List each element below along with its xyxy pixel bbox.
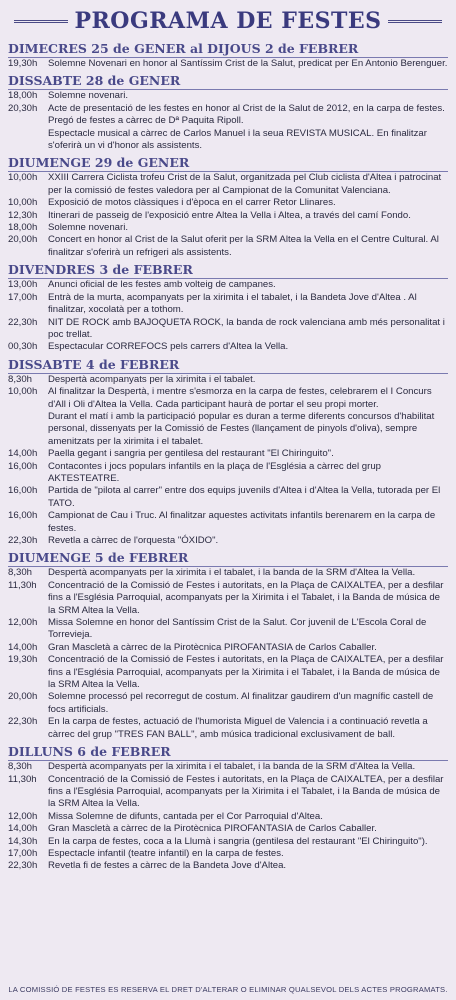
event-description: Partida de "pilota al carrer" entre dos equips juvenils d'Altea i d'Altea la Vella, tutorada per El TATO. bbox=[48, 485, 441, 509]
event-row bbox=[8, 535, 448, 547]
event-time: 11,30h bbox=[8, 773, 37, 785]
event-time: 10,00h bbox=[8, 197, 38, 209]
event-time: 8,30h bbox=[8, 567, 33, 579]
event-time: 13,00h bbox=[8, 279, 38, 291]
event-description: Concert en honor al Crist de la Salut oferit per la SRM Altea la Vella en el Centre Cultural. Al finalitzar s'oferirà un refrigeri als assistents. bbox=[48, 234, 439, 258]
event-description: Missa Solemne de difunts, cantada per el Cor Parroquial d'Altea. bbox=[48, 810, 323, 822]
event-description: Despertà acompanyats per la xirimita i el tabalet. bbox=[48, 373, 256, 385]
event-description: Concentració de la Comissió de Festes i autoritats, en la Plaça de CAIXALTEA, per a desfilar fins a l'Església Parroquial, acompanyats per la Xirimita i el Tabalet, i la Banda de música de la SRM Altea la Vella. bbox=[48, 773, 444, 810]
event-description: Concentració de la Comissió de Festes i autoritats, en la Plaça de CAIXALTEA, per a desfilar fins a l'Església Parroquial, acompanyats per la Xirimita i el Tabalet, i la Banda de música de la SRM Altea la Vella. bbox=[48, 579, 444, 616]
page-title: PROGRAMA DE FESTES bbox=[74, 8, 382, 34]
event-row bbox=[8, 642, 448, 654]
event-row bbox=[8, 222, 448, 234]
title-row bbox=[8, 4, 448, 38]
title-rule-left bbox=[14, 20, 68, 23]
event-time: 16,00h bbox=[8, 510, 38, 522]
title-rule-right bbox=[388, 20, 442, 23]
event-time: 12,30h bbox=[8, 209, 38, 221]
event-time: 22,30h bbox=[8, 716, 38, 728]
event-time: 10,00h bbox=[8, 386, 38, 398]
event-row bbox=[8, 654, 448, 691]
event-time: 20,00h bbox=[8, 691, 38, 703]
event-time: 18,00h bbox=[8, 90, 38, 102]
event-row bbox=[8, 448, 448, 460]
event-row bbox=[8, 317, 448, 342]
event-description: Solemne Novenari en honor al Santíssim Crist de la Salut, predicat per En Antonio Berenguer. bbox=[48, 58, 448, 69]
event-description: Solemne novenari. bbox=[48, 222, 128, 234]
event-row bbox=[8, 172, 448, 197]
event-description: En la carpa de festes, coca a la Llumà i sangria (gentilesa del restaurant "El Chiringuito"). bbox=[48, 835, 428, 847]
event-time: 14,00h bbox=[8, 641, 38, 653]
event-time: 19,30h bbox=[8, 58, 38, 69]
event-description: Revetla a càrrec de l'orquesta "ÓXIDO". bbox=[48, 535, 219, 546]
day-heading: DIVENDRES 3 de FEBRER bbox=[8, 262, 448, 279]
event-time: 20,00h bbox=[8, 234, 38, 246]
event-description: Gran Mascletà a càrrec de la Pirotècnica PIROFANTASIA de Carlos Caballer. bbox=[48, 823, 377, 835]
event-description: Espectacular CORREFOCS pels carrers d'Altea la Vella. bbox=[48, 341, 289, 353]
event-time: 8,30h bbox=[8, 761, 33, 773]
event-time: 12,00h bbox=[8, 617, 38, 629]
event-description: Entrà de la murta, acompanyats per la xirimita i el tabalet, i la Bandeta Jove d'Altea . Al finalitzar, xocolatà per a tothom. bbox=[48, 291, 417, 316]
event-row bbox=[8, 580, 448, 617]
event-row bbox=[8, 811, 448, 823]
event-row bbox=[8, 234, 448, 259]
event-time: 14,00h bbox=[8, 448, 38, 460]
day-heading: DILLUNS 6 de FEBRER bbox=[8, 744, 448, 761]
event-time: 00,30h bbox=[8, 341, 38, 353]
event-row bbox=[8, 128, 448, 153]
event-row bbox=[8, 58, 448, 70]
event-description: Espectacle infantil (teatre infantil) en la carpa de festes. bbox=[48, 847, 284, 859]
event-description: Missa Solemne en honor del Santíssim Crist de la Salut. Cor juvenil de L'Escola Coral de Torrevieja. bbox=[48, 617, 427, 641]
event-description: NIT DE ROCK amb BAJOQUETA ROCK, la banda de rock valenciana amb més personalitat i poc trellat. bbox=[48, 316, 445, 340]
event-row bbox=[8, 210, 448, 222]
disclaimer: LA COMISSIÓ DE FESTES ES RESERVA EL DRET D'ALTERAR O ELIMINAR QUALSEVOL DELS ACTES PROGRAMATS. bbox=[8, 985, 448, 994]
event-description: Acte de presentació de les festes en honor al Crist de la Salut de 2012, en la carpa de festes. bbox=[48, 102, 445, 114]
event-description: Revetla fi de festes a càrrec de la Bandeta Jove d'Altea. bbox=[48, 860, 287, 872]
event-row bbox=[8, 341, 448, 353]
event-description: En la carpa de festes, actuació de l'humorista Miguel de Valencia i a continuació revetla a càrrec del grup "TRES FAN BALL", amb música tradicional exclusivament de ball. bbox=[48, 716, 428, 740]
event-time bbox=[8, 115, 48, 127]
event-time bbox=[8, 128, 48, 153]
event-time: 11,30h bbox=[8, 579, 37, 591]
day-heading: DIUMENGE 29 de GENER bbox=[8, 155, 448, 172]
event-time: 19,30h bbox=[8, 654, 38, 666]
event-time: 22,30h bbox=[8, 316, 38, 328]
event-description: Espectacle musical a càrrec de Carlos Manuel i la seua REVISTA MUSICAL. En finalitzar s'oferirà un vi d'honor als assistents. bbox=[48, 127, 427, 152]
program-body bbox=[8, 41, 448, 873]
event-description: Anunci oficial de les festes amb volteig de campanes. bbox=[48, 279, 276, 291]
event-time: 22,30h bbox=[8, 860, 38, 872]
event-description: Paella gegant i sangria per gentilesa del restaurant "El Chiringuito". bbox=[48, 448, 334, 460]
event-row bbox=[8, 292, 448, 317]
event-description: Contacontes i jocs populars infantils en la plaça de l'Església a càrrec del grup AKTESTEATRE. bbox=[48, 460, 382, 484]
event-description: Itinerari de passeig de l'exposició entre Altea la Vella i Altea, a través del camí Fondo. bbox=[48, 209, 411, 221]
event-row bbox=[8, 485, 448, 510]
event-time: 14,30h bbox=[8, 835, 38, 847]
event-description: Despertà acompanyats per la xirimita i el tabalet, i la banda de la SRM d'Altea la Vella. bbox=[48, 761, 416, 773]
event-row bbox=[8, 411, 448, 448]
event-time bbox=[8, 411, 48, 448]
event-description: Exposició de motos clàssiques i d'època en el carrer Retor Llinares. bbox=[48, 197, 336, 209]
event-time: 8,30h bbox=[8, 373, 33, 385]
event-row bbox=[8, 691, 448, 716]
day-heading: DIUMENGE 5 de FEBRER bbox=[8, 550, 448, 567]
event-row bbox=[8, 836, 448, 848]
event-row bbox=[8, 279, 448, 291]
event-row bbox=[8, 848, 448, 860]
event-row bbox=[8, 115, 448, 127]
event-description: Al finalitzar la Despertà, i mentre s'esmorza en la carpa de festes, celebrarem el I Concurs d'All i Oli d'Altea la Vella. Cada participant haurà de portar el seu propi morter. bbox=[48, 386, 432, 410]
event-description: Solemne processó pel recorregut de costum. Al finalitzar gaudirem d'un magnífic castell de focs artificials. bbox=[48, 691, 434, 715]
event-row bbox=[8, 716, 448, 741]
event-time: 17,00h bbox=[8, 291, 38, 303]
event-time: 12,00h bbox=[8, 810, 38, 822]
event-row bbox=[8, 823, 448, 835]
event-description: Concentració de la Comissió de Festes i autoritats, en la Plaça de CAIXALTEA, per a desfilar fins a l'Església Parroquial, acompanyats per la Xirimita i el Tabalet, i la Banda de música de la SRM Altea la Vella. bbox=[48, 654, 444, 691]
day-heading: DIMECRES 25 de GENER al DIJOUS 2 de FEBRER bbox=[8, 41, 448, 58]
event-time: 17,00h bbox=[8, 847, 38, 859]
event-row bbox=[8, 386, 448, 411]
event-time: 20,30h bbox=[8, 102, 38, 114]
event-description: Despertà acompanyats per la xirimita i el tabalet, i la banda de la SRM d'Altea la Vella. bbox=[48, 567, 416, 579]
event-time: 18,00h bbox=[8, 222, 38, 234]
event-time: 16,00h bbox=[8, 485, 38, 497]
event-row bbox=[8, 510, 448, 535]
event-description: Pregó de festes a càrrec de Dª Paquita Ripoll. bbox=[48, 115, 244, 127]
event-description: XXIII Carrera Ciclista trofeu Crist de la Salut, organitzada pel Club ciclista d'Altea i patrocinat per la comissió de festes valedora per al Campionat de la Comunitat Valenciana. bbox=[48, 172, 442, 196]
event-row bbox=[8, 761, 448, 773]
event-row bbox=[8, 374, 448, 386]
event-row bbox=[8, 774, 448, 811]
event-row bbox=[8, 461, 448, 486]
day-heading: DISSABTE 28 de GENER bbox=[8, 73, 448, 90]
event-row bbox=[8, 617, 448, 642]
day-heading: DISSABTE 4 de FEBRER bbox=[8, 357, 448, 374]
event-description: Campionat de Cau i Truc. Al finalitzar aquestes activitats infantils berenarem en la carpa de festes. bbox=[48, 510, 436, 534]
event-row bbox=[8, 197, 448, 209]
event-time: 16,00h bbox=[8, 460, 38, 472]
event-description: Gran Mascletà a càrrec de la Pirotècnica PIROFANTASIA de Carlos Caballer. bbox=[48, 641, 377, 653]
event-row bbox=[8, 567, 448, 579]
event-description: Durant el matí i amb la participació popular es duran a terme diferents concursos d'habilitat personal, dissenyats per la Comissió de Festes (llançament de pinyols d'oliva), sempre amenitzats per la xirimita i el tabalet. bbox=[48, 410, 435, 447]
event-row bbox=[8, 860, 448, 872]
event-row bbox=[8, 90, 448, 102]
event-time: 14,00h bbox=[8, 823, 38, 835]
event-description: Solemne novenari. bbox=[48, 90, 128, 102]
event-time: 10,00h bbox=[8, 172, 38, 184]
event-time: 22,30h bbox=[8, 535, 38, 546]
event-row bbox=[8, 103, 448, 115]
